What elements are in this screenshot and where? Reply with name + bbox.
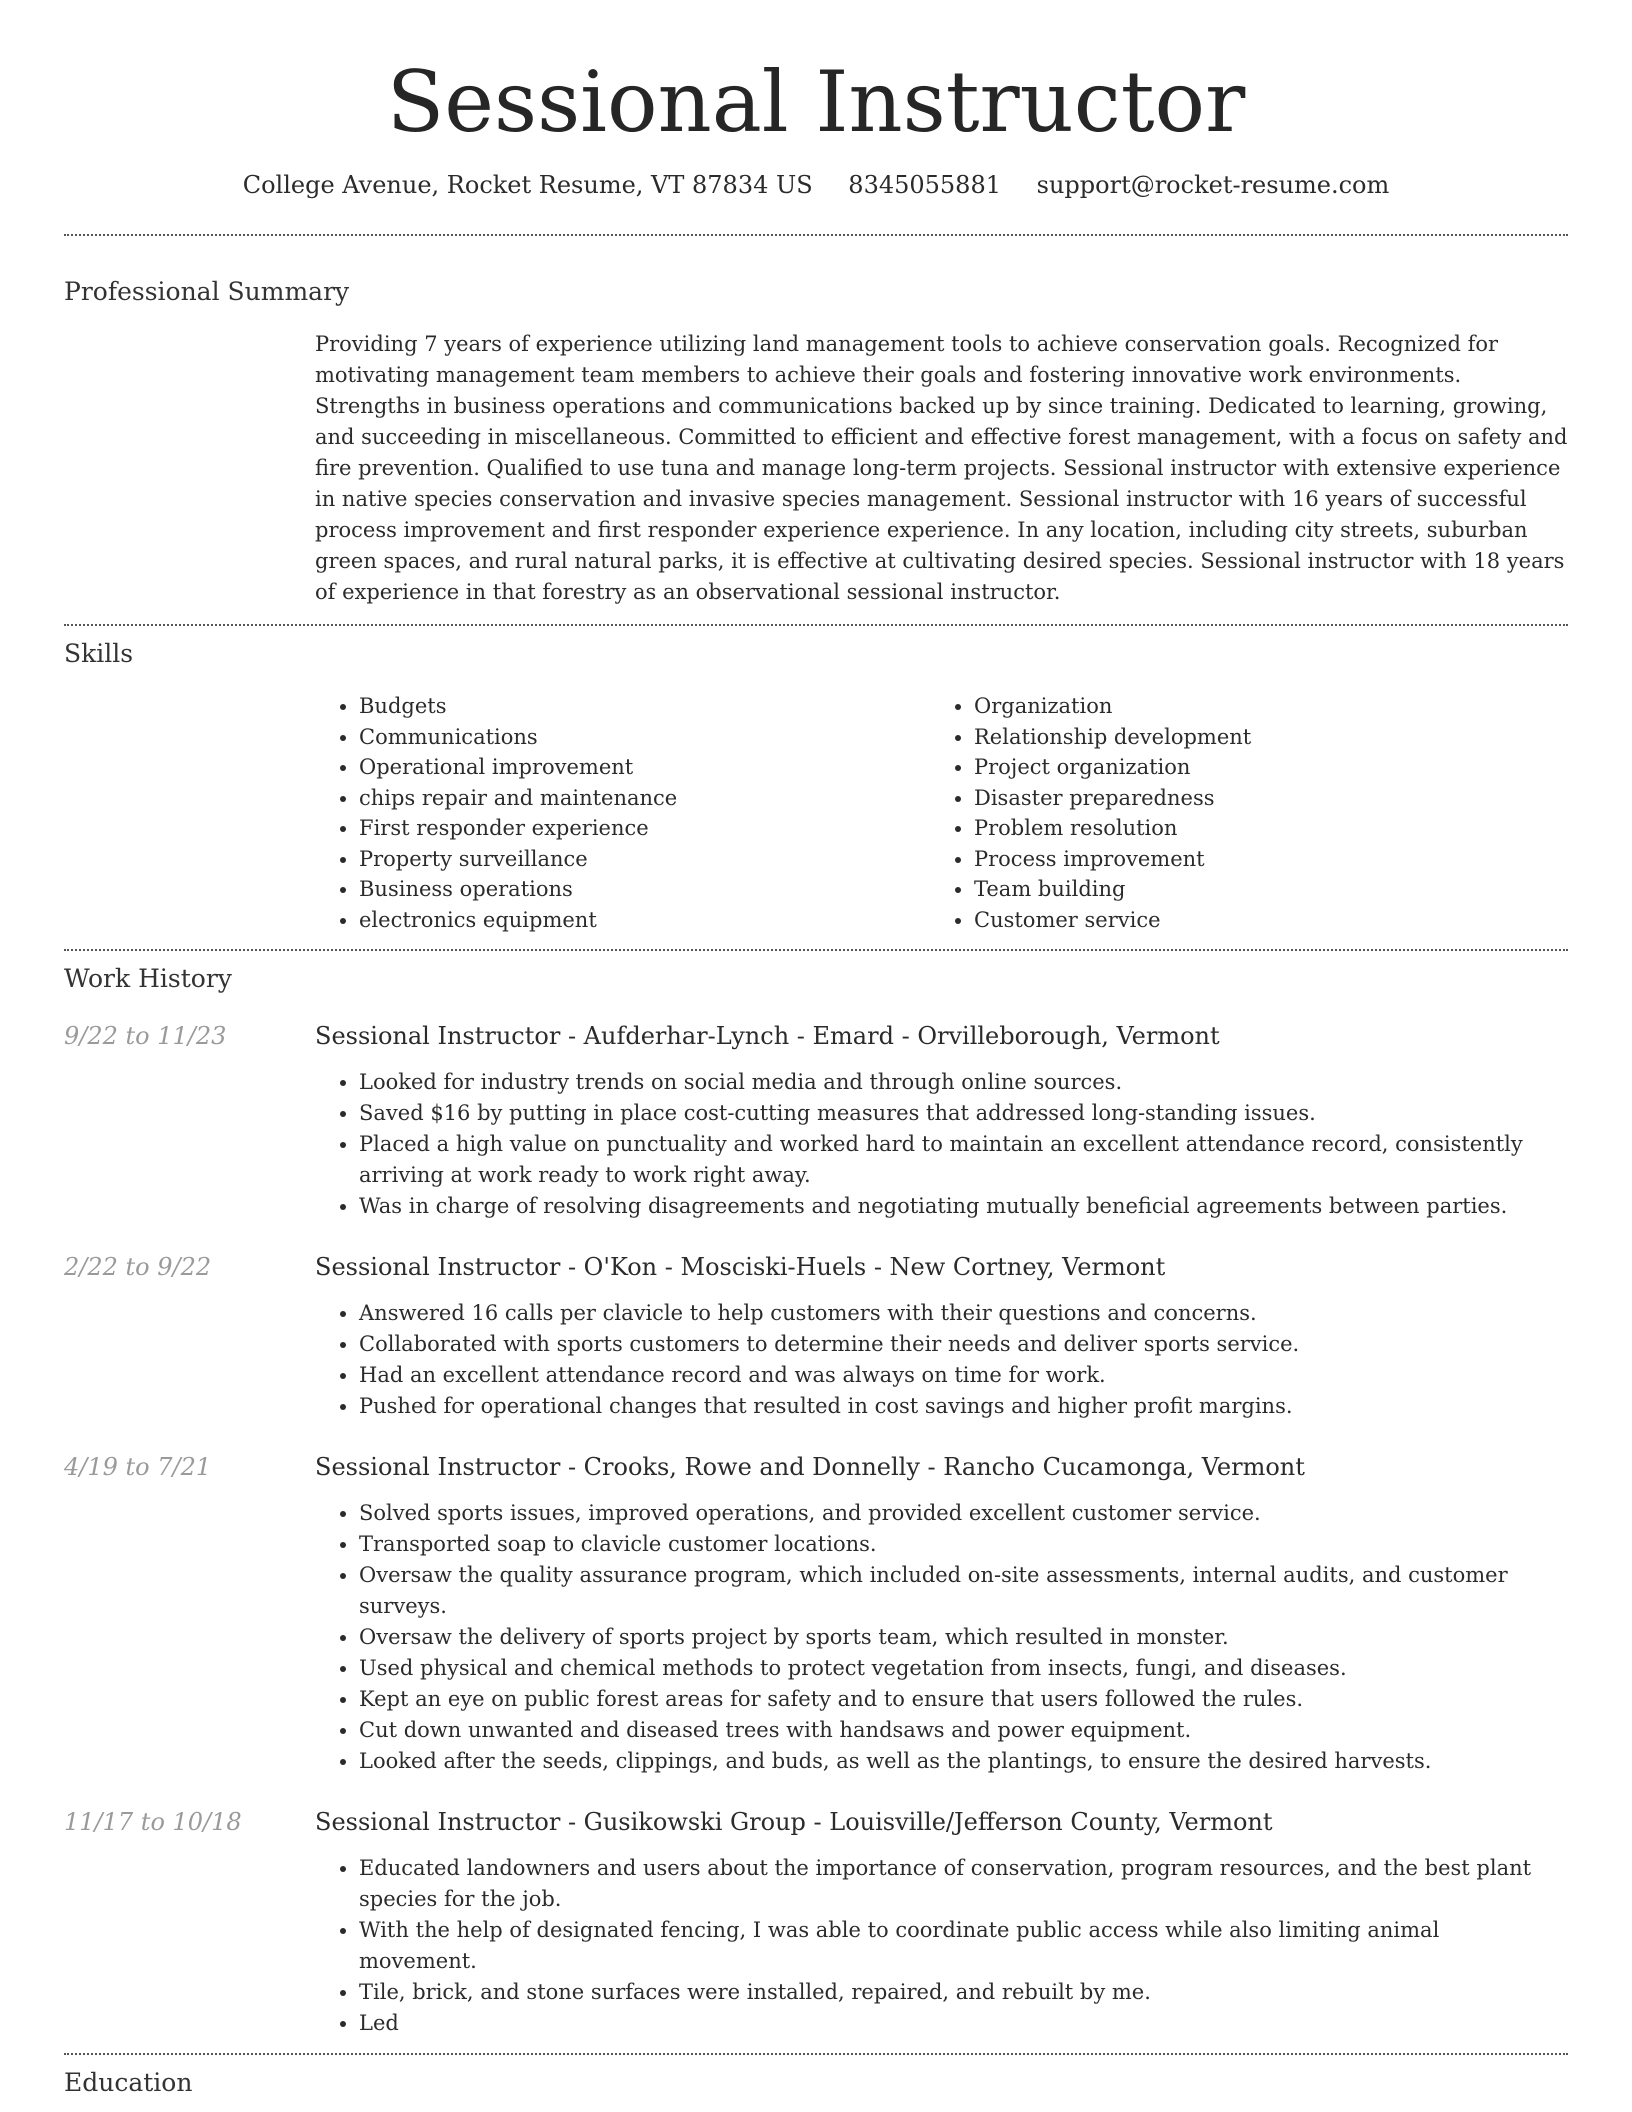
job-bullet: • Kept an eye on public forest areas for safety and to ensure that users followed the rules. [359, 1684, 1568, 1715]
job-title: Sessional Instructor - Gusikowski Group - Louisville/Jefferson County, Vermont [315, 1808, 1273, 1836]
contact-phone: 8345055881 [848, 171, 1001, 199]
job-date: 9/22 to 11/23 [64, 1022, 227, 1050]
job-bullet: • Educated landowners and users about the importance of conservation, program resources, and the best plant species for the job. [359, 1853, 1568, 1915]
job-title: Sessional Instructor - Crooks, Rowe and Donnelly - Rancho Cucamonga, Vermont [315, 1453, 1305, 1481]
resume-page [64, 0, 1568, 2099]
job-bullet: • Looked for industry trends on social media and through online sources. [359, 1067, 1568, 1098]
divider [64, 949, 1568, 951]
section-title-skills: Skills [64, 639, 134, 668]
job-bullet: • Pushed for operational changes that resulted in cost savings and higher profit margins. [359, 1391, 1568, 1422]
job-bullet: • Used physical and chemical methods to protect vegetation from insects, fungi, and diseases. [359, 1653, 1568, 1684]
job-entry [64, 1452, 1568, 1777]
divider [64, 234, 1568, 236]
section-title-work: Work History [64, 964, 232, 993]
section-title-summary: Professional Summary [64, 277, 350, 306]
job-bullets [315, 1067, 1568, 1222]
skill-item: • Disaster preparedness [974, 783, 1545, 814]
job-bullet: • Placed a high value on punctuality and worked hard to maintain an excellent attendance record, consistently arriving at work ready to work right away. [359, 1129, 1568, 1191]
job-bullet: • Cut down unwanted and diseased trees with handsaws and power equipment. [359, 1715, 1568, 1746]
resume-name: Sessional Instructor [386, 53, 1246, 151]
job-bullet: • With the help of designated fencing, I was able to coordinate public access while also limiting animal movement. [359, 1915, 1568, 1977]
skill-item: • Operational improvement [359, 752, 930, 783]
job-title: Sessional Instructor - O'Kon - Mosciski-Huels - New Cortney, Vermont [315, 1253, 1166, 1281]
job-bullets [315, 1298, 1568, 1422]
job-bullet: • Transported soap to clavicle customer locations. [359, 1529, 1568, 1560]
job-date: 4/19 to 7/21 [64, 1453, 212, 1481]
divider [64, 624, 1568, 626]
skill-item: • Property surveillance [359, 844, 930, 875]
skill-item: • Budgets [359, 691, 930, 722]
job-bullet: • Was in charge of resolving disagreements and negotiating mutually beneficial agreements between parties. [359, 1191, 1568, 1222]
job-bullet: • Oversaw the delivery of sports project by sports team, which resulted in monster. [359, 1622, 1568, 1653]
skill-item: • Customer service [974, 905, 1545, 936]
contact-line [64, 170, 1568, 200]
contact-email: support@rocket-resume.com [1036, 171, 1390, 199]
job-bullet: • Solved sports issues, improved operations, and provided excellent customer service. [359, 1498, 1568, 1529]
skill-item: • Business operations [359, 874, 930, 905]
job-entry [64, 1807, 1568, 2039]
job-bullet: • Saved $16 by putting in place cost-cutting measures that addressed long-standing issues. [359, 1098, 1568, 1129]
job-entry [64, 1252, 1568, 1422]
skill-item: • Process improvement [974, 844, 1545, 875]
job-bullet: • Tile, brick, and stone surfaces were installed, repaired, and rebuilt by me. [359, 1977, 1568, 2008]
divider [64, 2053, 1568, 2055]
job-bullet: • Collaborated with sports customers to determine their needs and deliver sports service. [359, 1329, 1568, 1360]
skills-column-left [315, 691, 930, 935]
section-title-education: Education [64, 2068, 193, 2097]
skills-column-right [930, 691, 1545, 935]
skill-item: • chips repair and maintenance [359, 783, 930, 814]
job-bullets [315, 1853, 1568, 2039]
job-date: 2/22 to 9/22 [64, 1253, 212, 1281]
skills-list [315, 691, 1568, 935]
skill-item: • electronics equipment [359, 905, 930, 936]
job-entry [64, 1021, 1568, 1222]
skill-item: • First responder experience [359, 813, 930, 844]
skill-item: • Relationship development [974, 722, 1545, 753]
summary-text: Providing 7 years of experience utilizing land management tools to achieve conservation goals. Recognized for motivating management team members to achieve their goals and fostering innovative work environments. Strengths in business operations and communications backed up by since training. Dedicated to learning, growing, and succeeding in miscellaneous. Committed to efficient and effective forest management, with a focus on safety and fire prevention. Qualified to use tuna and manage long-term projects. Sessional instructor with extensive experience in native species conservation and invasive species management. Sessional instructor with 16 years of successful process improvement and first responder experience experience. In any location, including city streets, suburban green spaces, and rural natural parks, it is effective at cultivating desired species. Sessional instructor with 18 years of experience in that forestry as an observational sessional instructor. [315, 332, 1568, 604]
skill-item: • Organization [974, 691, 1545, 722]
job-bullet: • Looked after the seeds, clippings, and buds, as well as the plantings, to ensure the desired harvests. [359, 1746, 1568, 1777]
job-bullet: • Answered 16 calls per clavicle to help customers with their questions and concerns. [359, 1298, 1568, 1329]
job-bullet: • Led [359, 2008, 1568, 2039]
job-title: Sessional Instructor - Aufderhar-Lynch - Emard - Orvilleborough, Vermont [315, 1022, 1220, 1050]
job-bullet: • Oversaw the quality assurance program, which included on-site assessments, internal audits, and customer surveys. [359, 1560, 1568, 1622]
contact-address: College Avenue, Rocket Resume, VT 87834 US [242, 171, 813, 199]
job-date: 11/17 to 10/18 [64, 1808, 242, 1836]
skill-item: • Team building [974, 874, 1545, 905]
skill-item: • Project organization [974, 752, 1545, 783]
skill-item: • Problem resolution [974, 813, 1545, 844]
skill-item: • Communications [359, 722, 930, 753]
job-bullet: • Had an excellent attendance record and was always on time for work. [359, 1360, 1568, 1391]
job-bullets [315, 1498, 1568, 1777]
